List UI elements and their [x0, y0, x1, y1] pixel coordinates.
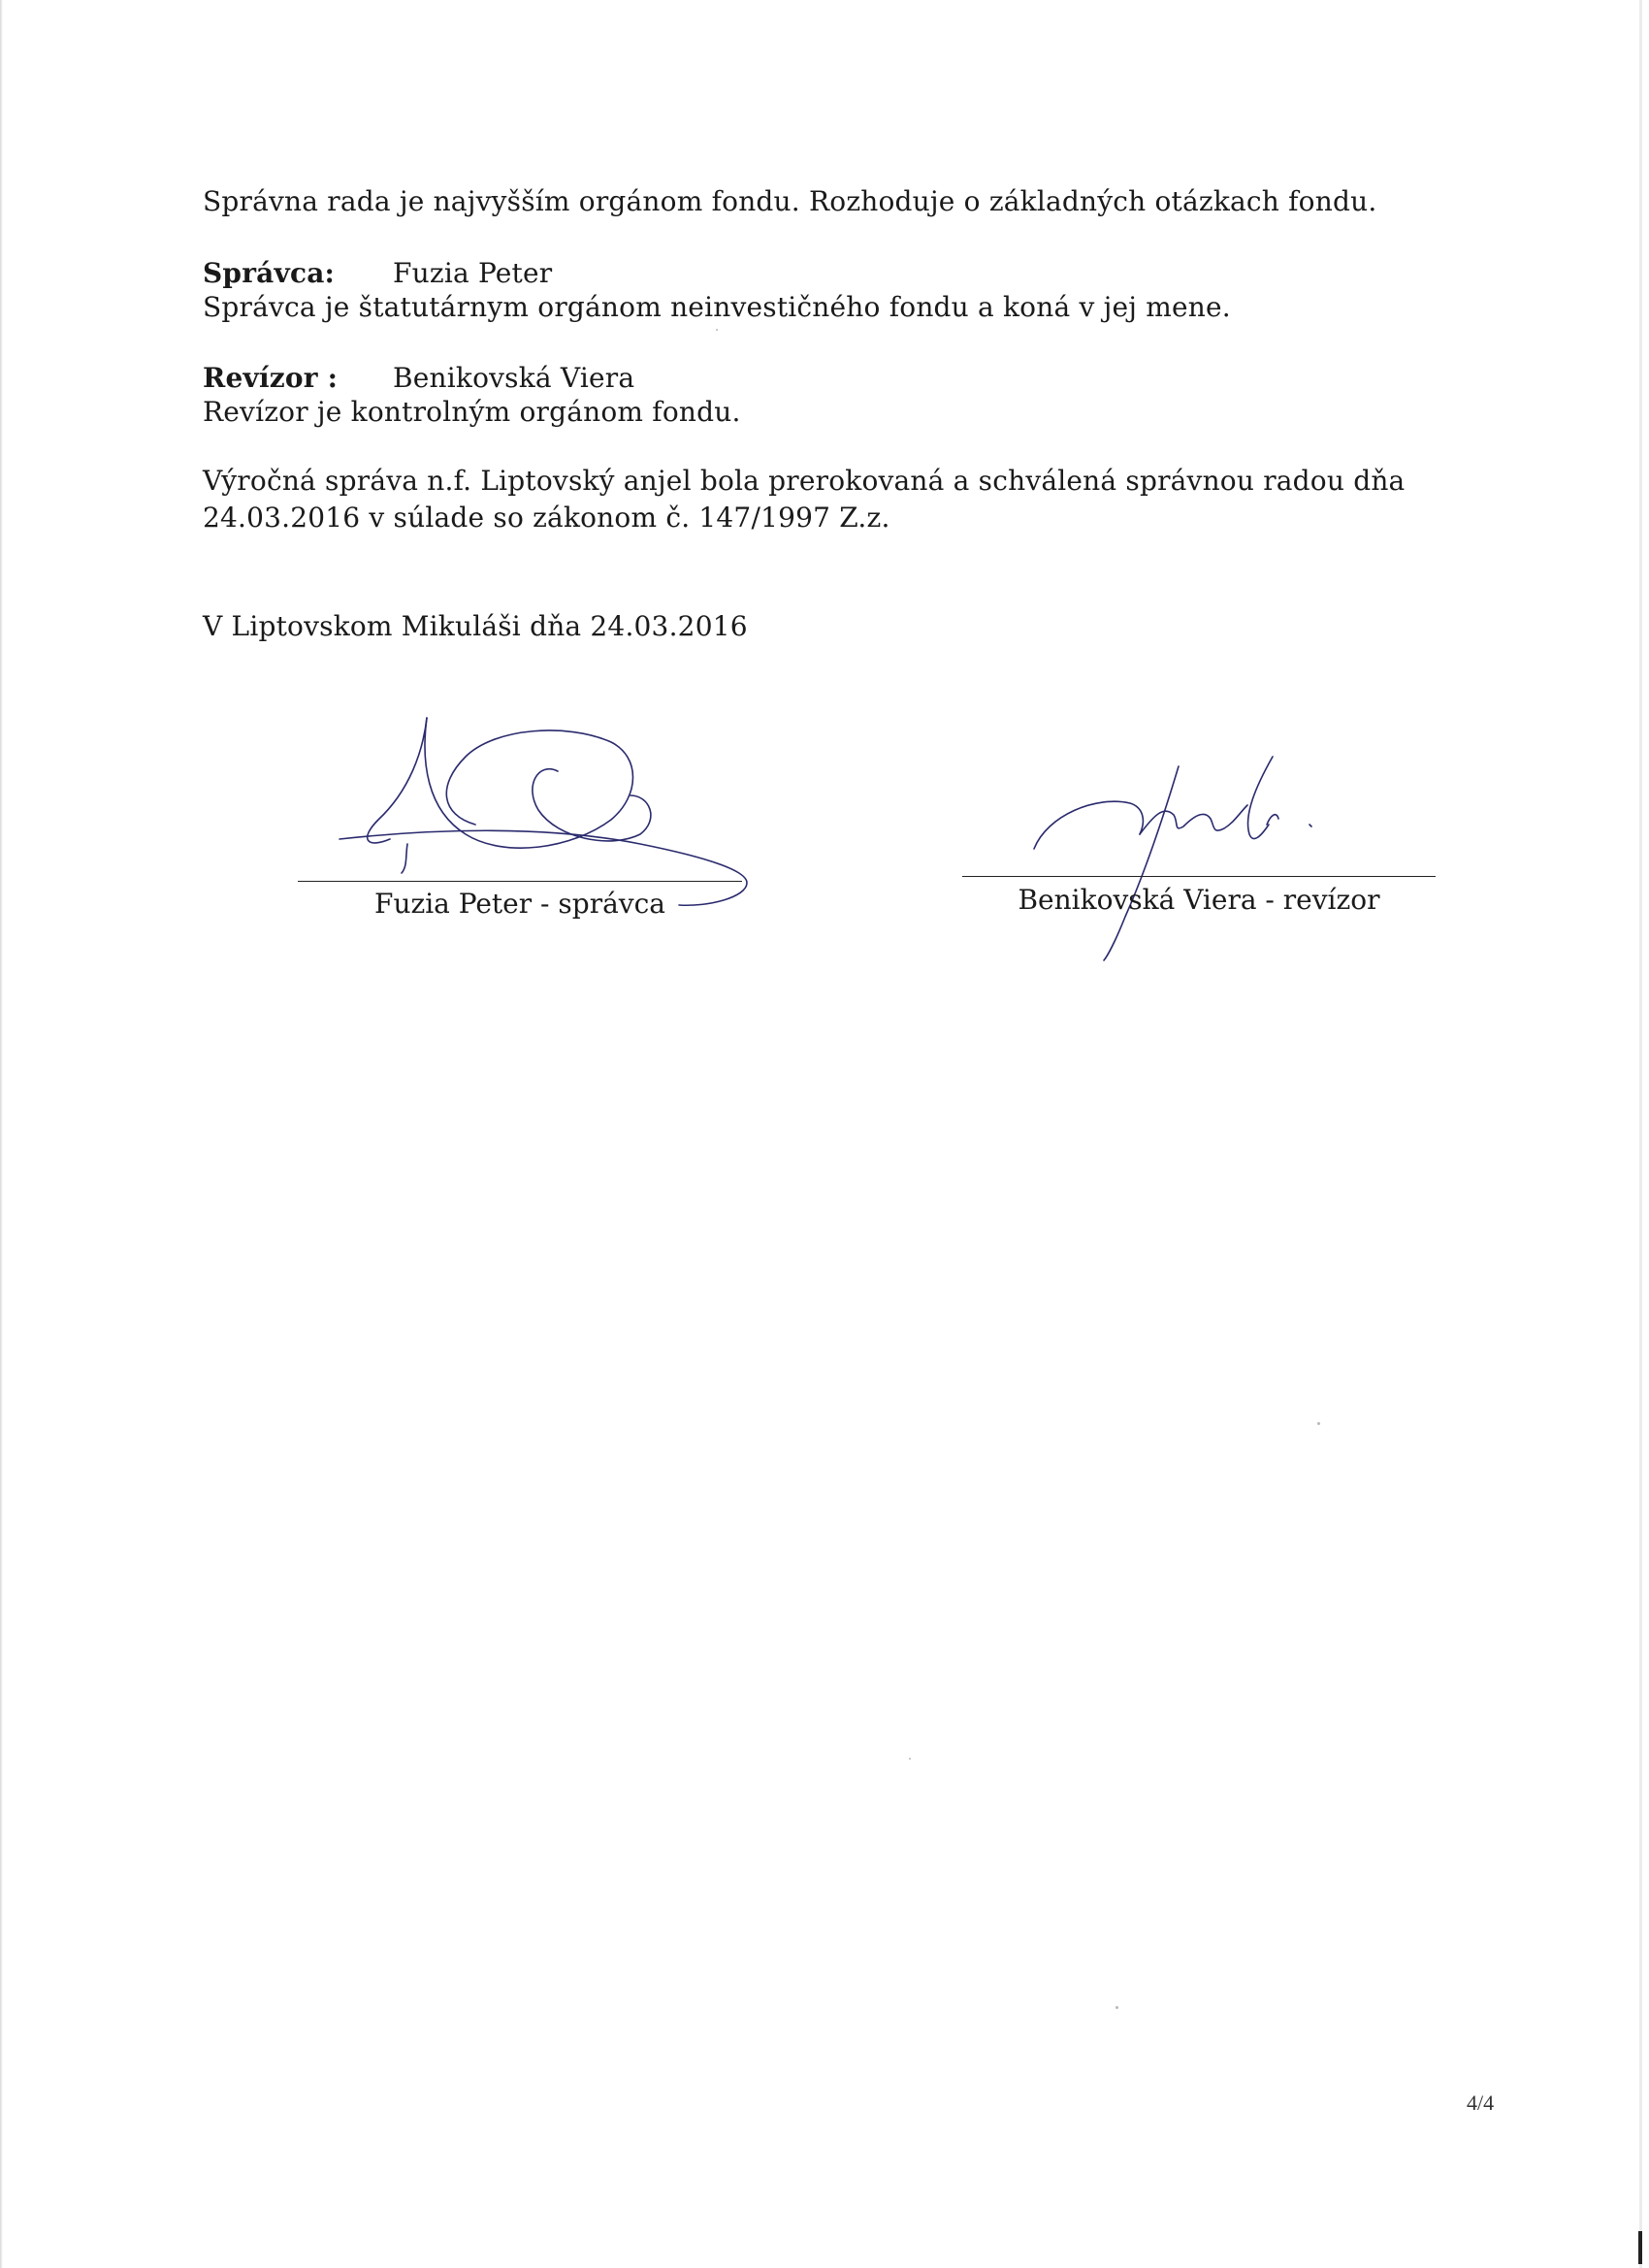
- signature-administrator: [320, 703, 766, 917]
- signature-auditor: [1018, 747, 1339, 960]
- administrator-description: Správca je štatutárnym orgánom neinvestičného fondu a koná v jej mene.: [203, 291, 1231, 323]
- signature-caption-auditor: Benikovská Viera - revízor: [1018, 884, 1380, 916]
- signature-caption-administrator: Fuzia Peter - správca: [374, 888, 665, 920]
- signature-line-auditor: [962, 876, 1436, 877]
- administrator-line: [203, 256, 552, 291]
- auditor-name: Benikovská Viera: [393, 362, 635, 394]
- scan-speck: [1116, 2006, 1118, 2009]
- scan-speck: [909, 1758, 911, 1760]
- scan-speck: [1317, 1422, 1320, 1425]
- place-date: V Liptovskom Mikuláši dňa 24.03.2016: [203, 610, 748, 642]
- auditor-label: Revízor :: [203, 362, 339, 394]
- scan-edge: [1639, 0, 1642, 2268]
- scan-speck: [716, 329, 718, 331]
- approval-line-1: Výročná správa n.f. Liptovský anjel bola prerokovaná a schválená správnou radou dňa: [203, 465, 1406, 497]
- scan-edge: [0, 0, 3, 2268]
- administrator-label: Správca:: [203, 257, 336, 289]
- auditor-line: [203, 361, 634, 396]
- board-text: Správna rada je najvyšším orgánom fondu. Rozhoduje o základných otázkach fondu.: [203, 185, 1377, 217]
- signature-line-administrator: [298, 881, 742, 882]
- scan-mark: [1638, 2231, 1642, 2264]
- administrator-name: Fuzia Peter: [393, 257, 553, 289]
- approval-line-2: 24.03.2016 v súlade so zákonom č. 147/1997 Z.z.: [203, 502, 890, 534]
- auditor-description: Revízor je kontrolným orgánom fondu.: [203, 396, 741, 428]
- page-number: 4/4: [1467, 2090, 1495, 2115]
